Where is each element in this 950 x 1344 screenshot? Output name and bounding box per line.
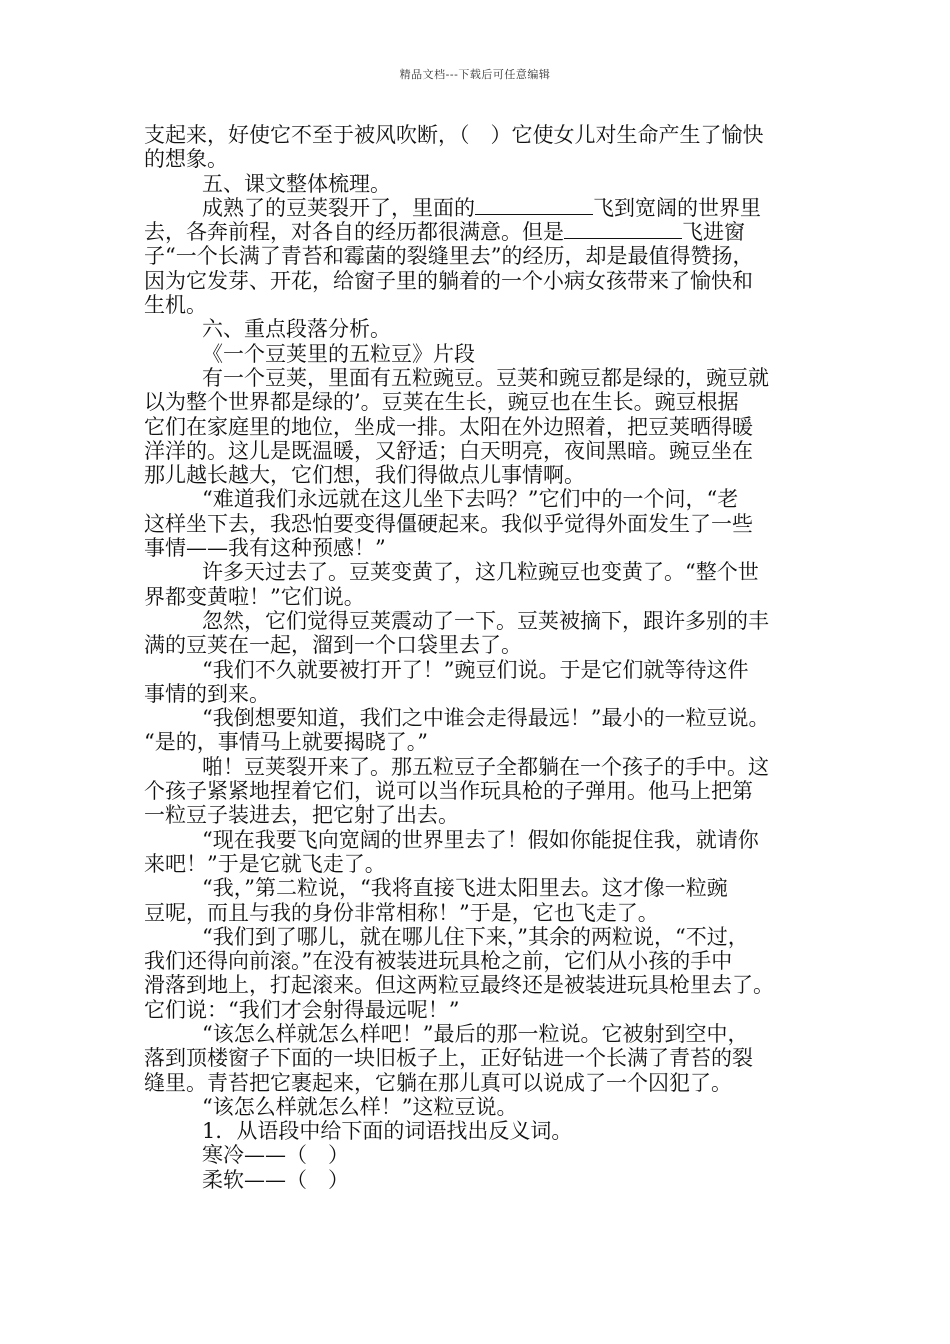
document-body xyxy=(144,123,834,1192)
page-header: 精品文档---下载后可任意编辑 xyxy=(399,68,551,81)
text-line: 子“一个长满了青苔和霉菌的裂缝里去”的经历，却是最值得赞扬， xyxy=(144,244,754,269)
text-line: 那儿越长越大，它们想，我们得做点儿事情啊。 xyxy=(144,463,585,488)
text-line: 六、重点段落分析。 xyxy=(202,317,391,342)
text-line: 落到顶楼窗子下面的一块旧板子上，正好钻进一个长满了青苔的裂 xyxy=(144,1046,753,1071)
text-line xyxy=(144,220,834,244)
text-line: 滑落到地上，打起滚来。但这两粒豆最终还是被装进玩具枪里去了。 xyxy=(144,973,774,998)
text-line: 《一个豆荚里的五粒豆》片段 xyxy=(202,341,475,366)
text-line: 以为整个世界都是绿的’。豆荚在生长，豌豆也在生长。豌豆根据 xyxy=(144,390,739,415)
text-line: 支起来，好使它不至于被风吹断，（ ）它使女儿对生命产生了愉快 xyxy=(144,123,764,147)
text-line: 它们说：“我们才会射得最远呢！” xyxy=(144,997,460,1022)
text-line: 柔软——（ ） xyxy=(202,1167,349,1192)
fill-in-blank[interactable] xyxy=(475,196,593,215)
text-line: 洋洋的。这儿是既温暖，又舒适；白天明亮，夜间黑暗。豌豆坐在 xyxy=(144,438,753,463)
text-line: 忽然，它们觉得豆荚震动了一下。豆荚被摘下，跟许多别的丰 xyxy=(202,608,769,633)
text-line: 它们在家庭里的地位，坐成一排。太阳在外边照着，把豆荚晒得暖 xyxy=(144,414,753,439)
text-line: “该怎么样就怎么样！”这粒豆说。 xyxy=(202,1094,518,1119)
text-line: “现在我要飞向宽阔的世界里去了！假如你能捉住我，就请你 xyxy=(202,827,759,852)
text-line xyxy=(144,196,834,220)
text-line: 界都变黄啦！”它们说。 xyxy=(144,584,365,609)
text-line: 生机。 xyxy=(144,293,207,318)
text-line: 的想象。 xyxy=(144,147,228,172)
text-line: 一粒豆子装进去，把它射了出去。 xyxy=(144,803,459,828)
text-line: 我们还得向前滚。”在没有被装进玩具枪之前，它们从小孩的手中 xyxy=(144,949,733,974)
text-segment: 去，各奔前程，对各自的经历都很满意。但是 xyxy=(144,220,564,245)
text-segment: 成熟了的豆荚裂开了，里面的 xyxy=(202,195,475,220)
text-line: “是的，事情马上就要揭晓了。” xyxy=(144,730,428,755)
text-line: “我们不久就要被打开了！”豌豆们说。于是它们就等待这件 xyxy=(202,657,749,682)
text-line: 五、课文整体梳理。 xyxy=(202,171,391,196)
text-line: 豆呢，而且与我的身份非常相称！”于是，它也飞走了。 xyxy=(144,900,659,925)
text-line: “我们到了哪儿，就在哪儿住下来，”其余的两粒说，“不过， xyxy=(202,924,749,949)
text-line: 1．从语段中给下面的词语找出反义词。 xyxy=(202,1119,573,1144)
text-line: “该怎么样就怎么样吧！”最后的那一粒说。它被射到空中， xyxy=(202,1021,749,1046)
text-line: 事情——我有这种预感！” xyxy=(144,536,386,561)
text-segment: 飞进窗 xyxy=(682,220,745,245)
text-line: 许多天过去了。豆荚变黄了，这几粒豌豆也变黄了。“整个世 xyxy=(202,560,759,585)
text-line: 事情的到来。 xyxy=(144,681,270,706)
text-line: “我，”第二粒说，“我将直接飞进太阳里去。这才像一粒豌 xyxy=(202,876,728,901)
text-line: 有一个豆荚，里面有五粒豌豆。豆荚和豌豆都是绿的，豌豆就 xyxy=(202,365,769,390)
text-line: 缝里。青苔把它裹起来，它躺在那儿真可以说成了一个囚犯了。 xyxy=(144,1070,732,1095)
text-segment: 飞到宽阔的世界里 xyxy=(593,195,761,220)
text-line: 满的豆荚在一起，溜到一个口袋里去了。 xyxy=(144,633,522,658)
text-line: 寒冷——（ ） xyxy=(202,1143,349,1168)
text-line: 这样坐下去，我恐怕要变得僵硬起来。我似乎觉得外面发生了一些 xyxy=(144,511,753,536)
fill-in-blank[interactable] xyxy=(564,220,682,239)
text-line: 来吧！”于是它就飞走了。 xyxy=(144,851,386,876)
text-line: 因为它发芽、开花，给窗子里的躺着的一个小病女孩带来了愉快和 xyxy=(144,268,753,293)
text-line: 个孩子紧紧地捏着它们，说可以当作玩具枪的子弹用。他马上把第 xyxy=(144,779,753,804)
text-line: 啪！豆荚裂开来了。那五粒豆子全都躺在一个孩子的手中。这 xyxy=(202,754,769,779)
text-line: “我倒想要知道，我们之中谁会走得最远！”最小的一粒豆说。 xyxy=(202,706,770,731)
text-line: “难道我们永远就在这儿坐下去吗？”它们中的一个问，“老 xyxy=(202,487,739,512)
